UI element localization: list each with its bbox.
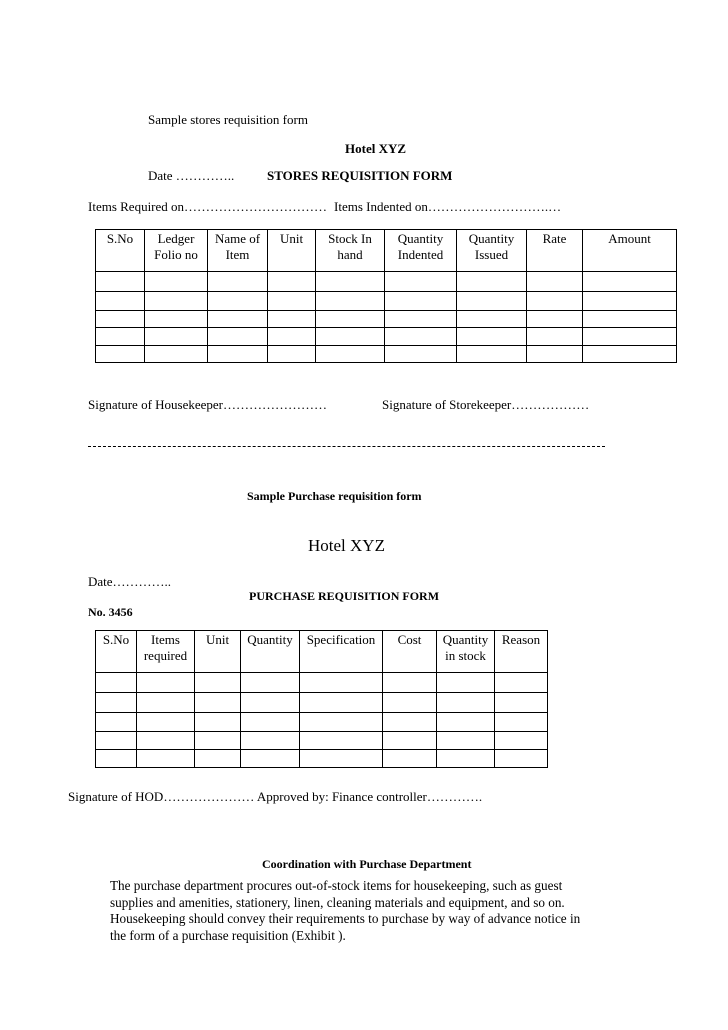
purchase-table-cell[interactable] [241, 713, 300, 732]
purchase-table-cell[interactable] [96, 693, 137, 713]
purchase-column-header-line2: required [143, 648, 188, 663]
hod-approval-signature: Signature of HOD………………… Approved by: Finance controller…………. [68, 789, 483, 804]
stores-table-cell[interactable] [457, 328, 527, 346]
purchase-table-cell[interactable] [96, 673, 137, 693]
purchase-table-cell[interactable] [437, 732, 495, 750]
coordination-heading: Coordination with Purchase Department [262, 857, 472, 871]
stores-date-field: Date ………….. [148, 168, 235, 183]
purchase-table-cell[interactable] [96, 713, 137, 732]
purchase-table-cell[interactable] [300, 693, 383, 713]
purchase-column-header [437, 631, 495, 673]
stores-column-header [316, 230, 385, 272]
purchase-column-header [495, 631, 548, 673]
stores-column-header-line1: Unit [279, 231, 304, 246]
stores-table-cell[interactable] [385, 292, 457, 311]
purchase-column-header-line1: Unit [205, 632, 230, 647]
stores-column-header-line1: Quantity [397, 231, 444, 246]
purchase-table-cell[interactable] [195, 693, 241, 713]
stores-table-row [96, 292, 677, 311]
purchase-table-cell[interactable] [137, 750, 195, 768]
purchase-table-cell[interactable] [300, 750, 383, 768]
purchase-table-cell[interactable] [96, 732, 137, 750]
purchase-table-cell[interactable] [137, 713, 195, 732]
purchase-table-cell[interactable] [195, 673, 241, 693]
stores-column-header [96, 230, 145, 272]
stores-table-cell[interactable] [457, 272, 527, 292]
purchase-table-cell[interactable] [495, 673, 548, 693]
purchase-table-row [96, 693, 548, 713]
stores-table-cell[interactable] [208, 328, 268, 346]
purchase-column-header-line2: in stock [445, 648, 486, 663]
stores-table-cell[interactable] [527, 272, 583, 292]
stores-column-header-line1: Quantity [468, 231, 515, 246]
purchase-table-cell[interactable] [383, 693, 437, 713]
storekeeper-signature: Signature of Storekeeper……………… [382, 397, 590, 412]
stores-column-header [385, 230, 457, 272]
stores-form-title: STORES REQUISITION FORM [267, 168, 453, 183]
purchase-table-cell[interactable] [195, 713, 241, 732]
purchase-column-header [383, 631, 437, 673]
stores-table-cell[interactable] [527, 346, 583, 363]
purchase-table-cell[interactable] [300, 732, 383, 750]
stores-table-cell[interactable] [96, 311, 145, 328]
stores-table-cell[interactable] [316, 328, 385, 346]
purchase-table-cell[interactable] [137, 732, 195, 750]
stores-table-row [96, 346, 677, 363]
stores-table-cell[interactable] [145, 311, 208, 328]
stores-table-cell[interactable] [145, 346, 208, 363]
stores-table-cell[interactable] [145, 272, 208, 292]
purchase-table-cell[interactable] [383, 713, 437, 732]
stores-table-cell[interactable] [583, 311, 677, 328]
purchase-column-header-line1: Reason [501, 632, 541, 647]
stores-table-cell[interactable] [457, 311, 527, 328]
stores-column-header-line2: Indented [397, 247, 444, 262]
stores-table-cell[interactable] [96, 292, 145, 311]
purchase-sample-label: Sample Purchase requisition form [247, 489, 422, 503]
stores-table-cell[interactable] [527, 311, 583, 328]
purchase-table-cell[interactable] [241, 750, 300, 768]
purchase-column-header-line1: Items [151, 632, 180, 647]
stores-column-header [268, 230, 316, 272]
stores-table-cell[interactable] [385, 346, 457, 363]
purchase-table-cell[interactable] [495, 693, 548, 713]
purchase-table-row [96, 713, 548, 732]
items-indented-field: Items Indented on……………………….… [334, 199, 562, 214]
stores-table-cell[interactable] [457, 292, 527, 311]
housekeeper-signature: Signature of Housekeeper…………………… [88, 397, 328, 412]
purchase-table-cell[interactable] [195, 732, 241, 750]
stores-column-header-line2: Item [225, 247, 250, 262]
stores-table-row [96, 272, 677, 292]
purchase-table-cell[interactable] [437, 673, 495, 693]
stores-table-cell[interactable] [316, 311, 385, 328]
purchase-table-row [96, 750, 548, 768]
purchase-column-header-line1: Cost [397, 632, 422, 647]
items-required-field: Items Required on…………………………… [88, 199, 328, 214]
stores-column-header-line1: Amount [608, 231, 651, 246]
purchase-table-cell[interactable] [495, 750, 548, 768]
purchase-table-cell[interactable] [495, 732, 548, 750]
purchase-requisition-table [95, 630, 548, 768]
stores-table-cell[interactable] [96, 272, 145, 292]
stores-column-header [527, 230, 583, 272]
stores-column-header-line2: Folio no [154, 247, 198, 262]
stores-column-header [457, 230, 527, 272]
purchase-table-cell[interactable] [300, 673, 383, 693]
stores-table-cell[interactable] [385, 311, 457, 328]
purchase-column-header-line1: Quantity [247, 632, 293, 647]
stores-table-cell[interactable] [583, 346, 677, 363]
purchase-table-cell[interactable] [137, 693, 195, 713]
stores-table-cell[interactable] [316, 292, 385, 311]
purchase-table-cell[interactable] [437, 750, 495, 768]
purchase-table-row [96, 732, 548, 750]
stores-table-cell[interactable] [268, 272, 316, 292]
purchase-column-header [241, 631, 300, 673]
stores-column-header-line2: Issued [474, 247, 509, 262]
stores-column-header [208, 230, 268, 272]
stores-table-cell[interactable] [208, 272, 268, 292]
stores-table-cell[interactable] [316, 272, 385, 292]
stores-table-cell[interactable] [527, 328, 583, 346]
purchase-number: No. 3456 [88, 605, 133, 619]
purchase-table-cell[interactable] [383, 673, 437, 693]
stores-column-header-line2: hand [337, 247, 363, 262]
purchase-column-header [96, 631, 137, 673]
purchase-table-cell[interactable] [300, 713, 383, 732]
stores-table-cell[interactable] [583, 292, 677, 311]
purchase-table-cell[interactable] [383, 732, 437, 750]
stores-table-cell[interactable] [268, 346, 316, 363]
section-divider [88, 446, 605, 447]
stores-table-cell[interactable] [316, 346, 385, 363]
stores-column-header-line1: Ledger [157, 231, 195, 246]
stores-table-cell[interactable] [457, 346, 527, 363]
purchase-column-header-line1: Quantity [442, 632, 489, 647]
stores-table-cell[interactable] [583, 272, 677, 292]
purchase-table-cell[interactable] [195, 750, 241, 768]
stores-table-cell[interactable] [385, 328, 457, 346]
stores-table-row [96, 328, 677, 346]
stores-table-cell[interactable] [208, 311, 268, 328]
stores-column-header [145, 230, 208, 272]
purchase-table-cell[interactable] [383, 750, 437, 768]
stores-sample-label: Sample stores requisition form [148, 112, 308, 127]
purchase-table-cell[interactable] [137, 673, 195, 693]
purchase-date-field: Date………….. [88, 574, 172, 589]
stores-table-cell[interactable] [208, 292, 268, 311]
purchase-table-cell[interactable] [241, 673, 300, 693]
purchase-column-header-line1: Specification [306, 632, 376, 647]
purchase-form-title: PURCHASE REQUISITION FORM [249, 589, 440, 603]
stores-table-cell[interactable] [145, 328, 208, 346]
purchase-table-cell[interactable] [495, 713, 548, 732]
stores-column-header-line1: S.No [106, 231, 134, 246]
stores-table-cell[interactable] [268, 328, 316, 346]
stores-column-header [583, 230, 677, 272]
purchase-table-cell[interactable] [437, 693, 495, 713]
stores-column-header-line1: Stock In [328, 231, 372, 246]
stores-column-header-line1: Rate [542, 231, 567, 246]
stores-table-cell[interactable] [527, 292, 583, 311]
purchase-hotel-name: Hotel XYZ [308, 536, 385, 555]
coordination-paragraph: The purchase department procures out-of-stock items for housekeeping, such as guest supplies and amenities, stationery, linen, cleaning materials and equipment, and so on. Housekeeping should convey their requirements to purchase by way of advance notice in the form of a purchase requisition (Exhibit ). [110, 878, 581, 943]
purchase-table-cell[interactable] [241, 732, 300, 750]
purchase-table-row [96, 673, 548, 693]
purchase-table-cell[interactable] [241, 693, 300, 713]
stores-requisition-table [95, 229, 677, 363]
stores-table-cell[interactable] [583, 328, 677, 346]
stores-table-row [96, 311, 677, 328]
stores-table-cell[interactable] [268, 311, 316, 328]
stores-table-cell[interactable] [385, 272, 457, 292]
stores-table-cell[interactable] [208, 346, 268, 363]
purchase-table-cell[interactable] [437, 713, 495, 732]
stores-table-cell[interactable] [268, 292, 316, 311]
purchase-table-cell[interactable] [96, 750, 137, 768]
purchase-column-header [195, 631, 241, 673]
stores-table-cell[interactable] [145, 292, 208, 311]
stores-hotel-name: Hotel XYZ [345, 141, 407, 156]
purchase-column-header [137, 631, 195, 673]
stores-column-header-line1: Name of [214, 231, 261, 246]
purchase-column-header [300, 631, 383, 673]
stores-table-cell[interactable] [96, 328, 145, 346]
stores-table-cell[interactable] [96, 346, 145, 363]
purchase-column-header-line1: S.No [102, 632, 130, 647]
